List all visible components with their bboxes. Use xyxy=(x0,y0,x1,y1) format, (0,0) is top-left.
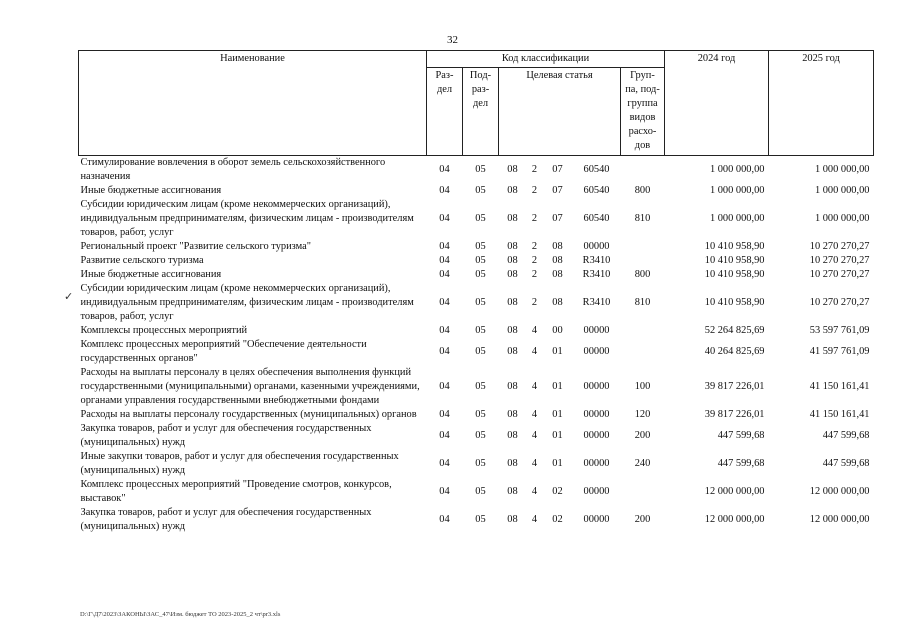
row-amount-2025: 12 000 000,00 xyxy=(809,486,870,497)
row-name: Комплекс процессных мероприятий "Проведение смотров, конкурсов, выставок" xyxy=(80,479,392,504)
row-target-part-4: 00000 xyxy=(583,458,610,469)
table-row xyxy=(79,156,874,185)
row-name: Закупка товаров, работ и услуг для обеспечения государственных (муниципальных) нужд xyxy=(80,423,372,448)
row-amount-2024: 12 000 000,00 xyxy=(704,486,765,497)
header-podrazdel: Под- раз- дел xyxy=(463,68,499,156)
row-razdel: 04 xyxy=(439,514,450,525)
footer-file-path: D:\Г\Д7\2023\ЗАКОНЫ\ЗАС_47\Изм. бюджет ТО 2023-2025_2 чт\pr3.xls xyxy=(80,611,281,618)
row-amount-2025: 41 597 761,09 xyxy=(809,346,870,357)
row-name: Субсидии юридическим лицам (кроме некоммерческих организаций), индивидуальным предпринимателям, физическим лицам - производителям товаров, работ, услуг xyxy=(80,283,414,322)
row-target-part-3: 02 xyxy=(552,486,563,497)
row-name: Региональный проект "Развитие сельского туризма" xyxy=(80,241,311,252)
row-target-part-4: 00000 xyxy=(583,381,610,392)
row-amount-2024: 1 000 000,00 xyxy=(709,164,765,175)
table-body xyxy=(79,156,874,535)
row-amount-2025: 41 150 161,41 xyxy=(809,381,870,392)
row-target-part-3: 01 xyxy=(552,430,563,441)
page-number: 32 xyxy=(447,34,458,46)
row-amount-2025: 1 000 000,00 xyxy=(814,164,870,175)
row-target-part-4: 60540 xyxy=(583,185,610,196)
row-name: Стимулирование вовлечения в оборот земель сельскохозяйственного назначения xyxy=(80,157,386,182)
row-podrazdel: 05 xyxy=(475,269,486,280)
row-amount-2024: 39 817 226,01 xyxy=(704,381,765,392)
row-amount-2024: 40 264 825,69 xyxy=(704,346,765,357)
row-target-part-2: 4 xyxy=(531,430,538,441)
row-target-part-4: R3410 xyxy=(582,297,611,308)
row-target-part-1: 08 xyxy=(507,241,518,252)
row-group: 200 xyxy=(634,514,651,525)
row-target-part-3: 07 xyxy=(552,213,563,224)
row-group xyxy=(621,156,665,185)
header-row-1 xyxy=(79,51,874,68)
row-target-part-1: 08 xyxy=(507,255,518,266)
row-target-part-2: 2 xyxy=(531,255,538,266)
row-target-part-1: 08 xyxy=(507,213,518,224)
row-razdel: 04 xyxy=(439,213,450,224)
row-amount-2025: 10 270 270,27 xyxy=(809,269,870,280)
table-row xyxy=(79,240,874,254)
row-amount-2024: 39 817 226,01 xyxy=(704,409,765,420)
row-amount-2024: 52 264 825,69 xyxy=(704,325,765,336)
row-target-part-1: 08 xyxy=(507,458,518,469)
row-group: 240 xyxy=(634,458,651,469)
row-target-part-3: 01 xyxy=(552,381,563,392)
row-group: 800 xyxy=(634,185,651,196)
row-target-part-1: 08 xyxy=(507,486,518,497)
row-name: Закупка товаров, работ и услуг для обеспечения государственных (муниципальных) нужд xyxy=(80,507,372,532)
row-amount-2025: 53 597 761,09 xyxy=(809,325,870,336)
row-target-part-4: R3410 xyxy=(582,255,611,266)
row-amount-2025: 10 270 270,27 xyxy=(809,255,870,266)
row-name: Комплекс процессных мероприятий "Обеспечение деятельности государственных органов" xyxy=(80,339,367,364)
table-row xyxy=(79,506,874,534)
row-podrazdel: 05 xyxy=(475,325,486,336)
row-podrazdel: 05 xyxy=(475,514,486,525)
header-gruppa: Груп- па, под- группа видов расхо- дов xyxy=(621,68,665,156)
row-target-part-3: 01 xyxy=(552,458,563,469)
table-row xyxy=(79,366,874,408)
row-razdel: 04 xyxy=(439,381,450,392)
row-target-part-2: 4 xyxy=(531,514,538,525)
row-razdel: 04 xyxy=(439,297,450,308)
header-name: Наименование xyxy=(79,51,427,156)
row-razdel: 04 xyxy=(439,164,450,175)
row-amount-2025: 10 270 270,27 xyxy=(809,297,870,308)
row-amount-2024: 10 410 958,90 xyxy=(704,241,765,252)
row-amount-2024: 1 000 000,00 xyxy=(709,185,765,196)
table-row xyxy=(79,268,874,282)
row-razdel: 04 xyxy=(439,269,450,280)
table-row xyxy=(79,198,874,240)
row-target-part-4: 00000 xyxy=(583,514,610,525)
row-amount-2024: 1 000 000,00 xyxy=(709,213,765,224)
pen-tick-mark: ✓ xyxy=(64,291,74,303)
row-name: Расходы на выплаты персоналу в целях обеспечения выполнения функций государственными (муниципальными) органами, казенными учреждениями, органами управления государственными внебюджетными фондами xyxy=(80,367,420,406)
row-target-part-1: 08 xyxy=(507,164,518,175)
row-target-part-4: R3410 xyxy=(582,269,611,280)
table-row xyxy=(79,282,874,324)
row-target-part-3: 08 xyxy=(552,269,563,280)
row-amount-2024: 12 000 000,00 xyxy=(704,514,765,525)
row-target-part-2: 2 xyxy=(531,185,538,196)
table-row xyxy=(79,422,874,450)
row-amount-2024: 10 410 958,90 xyxy=(704,269,765,280)
row-target-part-4: 00000 xyxy=(583,409,610,420)
row-amount-2025: 447 599,68 xyxy=(822,458,870,469)
row-target-part-2: 4 xyxy=(531,486,538,497)
row-amount-2025: 12 000 000,00 xyxy=(809,514,870,525)
table-row xyxy=(79,184,874,198)
header-celevaya: Целевая статья xyxy=(499,68,621,156)
row-podrazdel: 05 xyxy=(475,486,486,497)
row-podrazdel: 05 xyxy=(475,297,486,308)
row-target-part-1: 08 xyxy=(507,409,518,420)
row-razdel: 04 xyxy=(439,346,450,357)
row-group xyxy=(621,324,665,338)
row-group xyxy=(621,478,665,506)
header-year-2025: 2025 год xyxy=(769,51,874,156)
row-target-part-4: 00000 xyxy=(583,486,610,497)
row-name: Развитие сельского туризма xyxy=(80,255,204,266)
header-year-2024: 2024 год xyxy=(665,51,769,156)
row-name: Иные бюджетные ассигнования xyxy=(80,185,222,196)
row-group: 800 xyxy=(634,269,651,280)
row-target-part-2: 2 xyxy=(531,269,538,280)
table-row xyxy=(79,450,874,478)
row-podrazdel: 05 xyxy=(475,381,486,392)
row-razdel: 04 xyxy=(439,486,450,497)
row-target-part-2: 4 xyxy=(531,381,538,392)
row-amount-2024: 447 599,68 xyxy=(717,458,765,469)
row-name: Субсидии юридическим лицам (кроме некоммерческих организаций), индивидуальным предпринимателям, физическим лицам - производителям товаров, работ, услуг xyxy=(80,199,414,238)
row-target-part-3: 07 xyxy=(552,185,563,196)
row-razdel: 04 xyxy=(439,255,450,266)
row-target-part-1: 08 xyxy=(507,297,518,308)
row-amount-2024: 10 410 958,90 xyxy=(704,297,765,308)
row-target-part-3: 01 xyxy=(552,346,563,357)
table-row xyxy=(79,408,874,422)
row-podrazdel: 05 xyxy=(475,241,486,252)
row-razdel: 04 xyxy=(439,430,450,441)
row-podrazdel: 05 xyxy=(475,255,486,266)
table-row xyxy=(79,478,874,506)
row-target-part-1: 08 xyxy=(507,346,518,357)
row-target-part-2: 2 xyxy=(531,297,538,308)
row-razdel: 04 xyxy=(439,185,450,196)
row-podrazdel: 05 xyxy=(475,409,486,420)
row-target-part-2: 4 xyxy=(531,325,538,336)
row-podrazdel: 05 xyxy=(475,430,486,441)
row-target-part-4: 60540 xyxy=(583,213,610,224)
header-classification: Код классификации xyxy=(427,51,665,68)
table-row xyxy=(79,254,874,268)
row-target-part-3: 02 xyxy=(552,514,563,525)
row-target-part-1: 08 xyxy=(507,325,518,336)
row-target-part-4: 00000 xyxy=(583,325,610,336)
row-razdel: 04 xyxy=(439,325,450,336)
table-row xyxy=(79,338,874,366)
row-target-part-2: 4 xyxy=(531,346,538,357)
row-target-part-1: 08 xyxy=(507,269,518,280)
row-amount-2025: 41 150 161,41 xyxy=(809,409,870,420)
row-amount-2025: 1 000 000,00 xyxy=(814,213,870,224)
row-group xyxy=(621,240,665,254)
row-name: Иные закупки товаров, работ и услуг для обеспечения государственных (муниципальных) нужд xyxy=(80,451,399,476)
row-target-part-2: 4 xyxy=(531,409,538,420)
row-target-part-2: 4 xyxy=(531,458,538,469)
row-name: Иные бюджетные ассигнования xyxy=(80,269,222,280)
row-target-part-4: 00000 xyxy=(583,346,610,357)
row-target-part-1: 08 xyxy=(507,430,518,441)
header-razdel: Раз- дел xyxy=(427,68,463,156)
row-target-part-1: 08 xyxy=(507,514,518,525)
row-group xyxy=(621,254,665,268)
row-amount-2025: 447 599,68 xyxy=(822,430,870,441)
row-razdel: 04 xyxy=(439,458,450,469)
row-group: 810 xyxy=(634,297,651,308)
row-group: 200 xyxy=(634,430,651,441)
row-target-part-3: 08 xyxy=(552,297,563,308)
row-target-part-4: 00000 xyxy=(583,241,610,252)
row-group: 120 xyxy=(634,409,651,420)
row-podrazdel: 05 xyxy=(475,185,486,196)
row-target-part-4: 00000 xyxy=(583,430,610,441)
table-row xyxy=(79,324,874,338)
row-amount-2024: 447 599,68 xyxy=(717,430,765,441)
row-target-part-4: 60540 xyxy=(583,164,610,175)
row-target-part-3: 08 xyxy=(552,255,563,266)
row-group: 100 xyxy=(634,381,651,392)
row-name: Комплексы процессных мероприятий xyxy=(80,325,248,336)
row-target-part-1: 08 xyxy=(507,381,518,392)
row-razdel: 04 xyxy=(439,409,450,420)
row-amount-2024: 10 410 958,90 xyxy=(704,255,765,266)
row-target-part-3: 01 xyxy=(552,409,563,420)
row-target-part-2: 2 xyxy=(531,164,538,175)
row-target-part-3: 07 xyxy=(552,164,563,175)
row-podrazdel: 05 xyxy=(475,346,486,357)
row-group xyxy=(621,338,665,366)
row-podrazdel: 05 xyxy=(475,164,486,175)
row-target-part-2: 2 xyxy=(531,241,538,252)
row-target-part-1: 08 xyxy=(507,185,518,196)
row-podrazdel: 05 xyxy=(475,213,486,224)
row-razdel: 04 xyxy=(439,241,450,252)
row-amount-2025: 10 270 270,27 xyxy=(809,241,870,252)
row-target-part-3: 08 xyxy=(552,241,563,252)
budget-table xyxy=(78,50,874,534)
row-target-part-3: 00 xyxy=(552,325,563,336)
row-group: 810 xyxy=(634,213,651,224)
row-podrazdel: 05 xyxy=(475,458,486,469)
row-amount-2025: 1 000 000,00 xyxy=(814,185,870,196)
row-target-part-2: 2 xyxy=(531,213,538,224)
row-name: Расходы на выплаты персоналу государственных (муниципальных) органов xyxy=(80,409,417,420)
